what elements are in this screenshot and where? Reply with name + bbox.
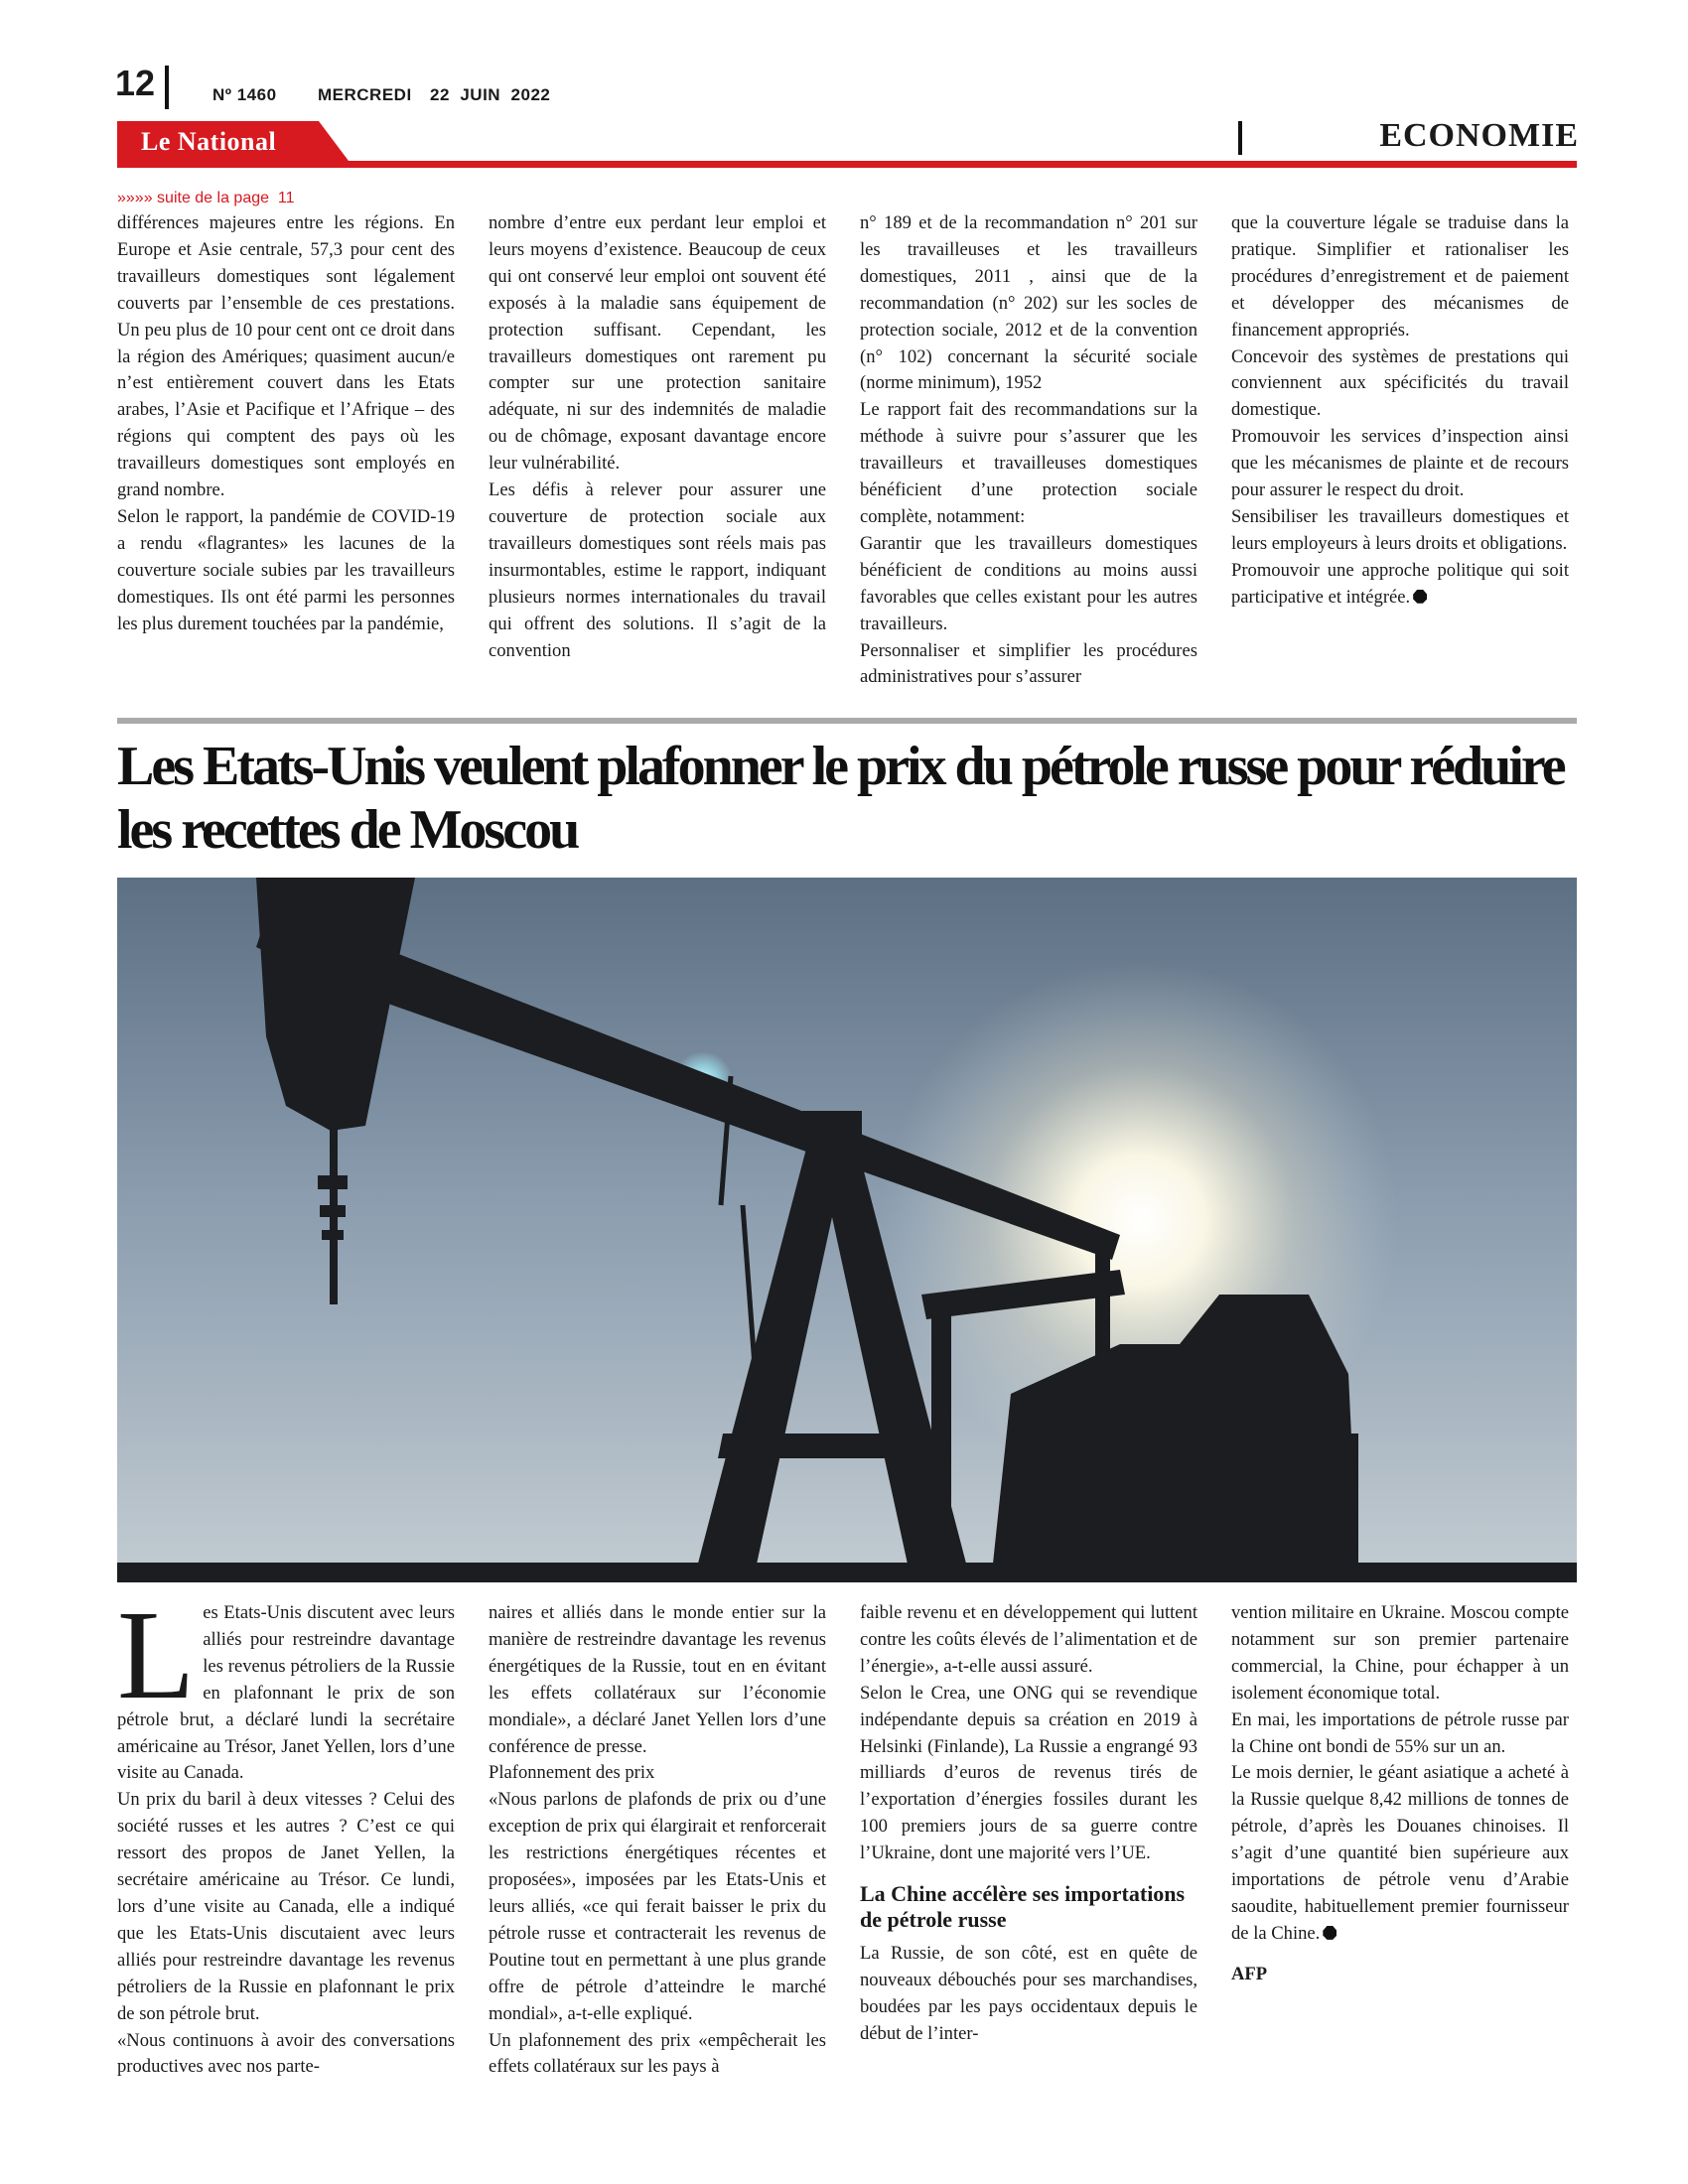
paragraph: n° 189 et de la recommandation n° 201 sur les travailleuses et les travailleurs domestiques, 2011 , ainsi que de la recommandation (n° 202) sur les socles de protection sociale, 2012 et de la convention (n° 102) concernant la sécurité sociale (norme minimum), 1952 [860,212,1197,394]
continued-column-3 [860,210,1197,691]
paragraph: Personnaliser et simplifier les procédures administratives pour s’assurer [860,639,1197,688]
page-number-divider [165,66,169,109]
paragraph: Les défis à relever pour assurer une couverture de protection sociale aux travailleurs domestiques sont réels mais pas insurmontables, estime le rapport, indiquant plusieurs normes internationales du travail qui offrent des solutions. Il s’agit de la convention [489,479,826,661]
article-subheading: La Chine accélère ses importations de pétrole russe [860,1881,1186,1933]
page-number: 12 [115,63,156,103]
paragraph: Selon le Crea, une ONG qui se revendique indépendante depuis sa création en 2019 à Helsinki (Finlande), La Russie a engrangé 93 milliards d’euros de revenus tirés de l’exportation d’énergies fossiles durant les 100 premiers jours de sa guerre contre l’Ukraine, dont une majorité vers l’UE. [860,1682,1197,1864]
paragraph: Concevoir des systèmes de prestations qui conviennent aux spécificités du travail domestique. [1231,345,1569,421]
paragraph: Selon le rapport, la pandémie de COVID-19 a rendu «flagrantes» les lacunes de la couverture sociale subies par les travailleurs domestiques. Ils ont été parmi les personnes les plus durement touchées par la pandémie, [117,505,455,634]
paragraph: différences majeures entre les régions. En Europe et Asie centrale, 57,3 pour cent des travailleurs domestiques sont légalement couverts par l’ensemble de ces prestations. Un peu plus de 10 pour cent ont ce droit dans la région des Amériques; quasiment aucun/e n’est entièrement couvert dans les Etats arabes, l’Asie et Pacifique et l’Afrique – des régions qui comptent des pays où les travailleurs domestiques sont employés en grand nombre. [117,212,455,501]
paragraph: Sensibiliser les travailleurs domestiques et leurs employeurs à leurs droits et obligations. [1231,505,1569,554]
paragraph [117,1584,455,1787]
paragraph: naires et alliés dans le monde entier sur la manière de restreindre davantage les revenus énergétiques de la Russie, tout en en évitant les effets collatéraux sur l’économie mondiale», a déclaré Janet Yellen lors d’une conférence de presse. [489,1602,826,1757]
paragraph: En mai, les importations de pétrole russe par la Chine ont bondi de 55% sur un an. [1231,1708,1569,1757]
paragraph: faible revenu et en développement qui luttent contre les coûts élevés de l’alimentation et de l’énergie», a-t-elle aussi assuré. [860,1602,1197,1677]
paragraph: vention militaire en Ukraine. Moscou compte notamment sur son premier partenaire commercial, la Chine, pour échapper à un isolement économique total. [1231,1602,1569,1704]
section-title: ECONOMIE [1379,117,1579,154]
paragraph: «Nous continuons à avoir des conversations productives avec nos parte- [117,2029,455,2078]
paragraph-text: es Etats-Unis discutent avec leurs alliés pour restreindre davantage les revenus pétroliers de la Russie en plafonnant le prix de son pétrole brut, a déclaré lundi la secrétaire américaine au Trésor, Janet Yellen, lors d’une visite au Canada. [117,1602,455,1784]
issue-number: Nº 1460 [212,85,277,104]
continued-column-4 [1231,210,1569,612]
end-of-article-icon [1323,1926,1336,1940]
paragraph [1231,558,1569,612]
paragraph: Plafonnement des prix [489,1762,655,1784]
brand-logo-text: Le National [141,127,277,156]
paragraph: «Nous parlons de plafonds de prix ou d’une exception de prix qui élargirait et renforcerait les restrictions énergétiques récentes et proposées», imposées par les Etats-Unis et leurs alliés, «ce qui ferait baisser le prix du pétrole russe et contracterait les revenus de Poutine tout en permettant à une plus grande offre de pétrole d’atteindre le marché mondial», a-t-elle expliqué. [489,1789,826,2024]
paragraph: nombre d’entre eux perdant leur emploi et leurs moyens d’existence. Beaucoup de ceux qui ont conservé leur emploi ont souvent été exposés à la maladie sans équipement de protection suffisant. Cependant, les travailleurs domestiques ont rarement pu compter sur une protection sanitaire adéquate, ni sur des indemnités de maladie ou de chômage, exposant davantage encore leur vulnérabilité. [489,212,826,475]
article-divider [117,718,1577,724]
paragraph: Un plafonnement des prix «empêcherait les effets collatéraux sur les pays à [489,2029,826,2078]
paragraph: La Russie, de son côté, est en quête de nouveaux débouchés pour ses marchandises, boudées par les pays occidentaux depuis le début de l’inter- [860,1943,1197,2044]
paragraph: Promouvoir les services d’inspection ainsi que les mécanismes de plainte et de recours pour assurer le respect du droit. [1231,426,1569,501]
paragraph-text: Promouvoir une approche politique qui soit participative et intégrée. [1231,559,1569,608]
article-column-1 [117,1584,455,2081]
paragraph: Le rapport fait des recommandations sur la méthode à suivre pour s’assurer que les travailleurs et travailleuses domestiques bénéficient d’une protection sociale complète, notamment: [860,399,1197,527]
end-of-article-icon [1413,590,1427,604]
paragraph: Garantir que les travailleurs domestiques bénéficient de conditions au moins aussi favorables que celles existant pour les autres travailleurs. [860,532,1197,634]
oil-pumpjack-photo [117,878,1577,1582]
article-column-2 [489,1600,826,2081]
drop-cap: L [117,1584,196,1725]
publication-date: 22 JUIN 2022 [430,85,551,104]
header-rule [117,161,1577,168]
byline: AFP [1231,1963,1268,1984]
paragraph-text: Le mois dernier, le géant asiatique a acheté à la Russie quelque 8,42 millions de tonnes de pétrole, d’après les Douanes chinoises. Il s’agit d’une quantité bien supérieure aux importations de pétrole venu d’Arabie saoudite, habituellement premier fournisseur de la Chine. [1231,1762,1569,1944]
continued-column-1 [117,210,455,638]
paragraph: que la couverture légale se traduise dans la pratique. Simplifier et rationaliser les procédures d’enregistrement et de paiement et développer des mécanismes de financement appropriés. [1231,212,1569,341]
paragraph [1231,1760,1569,1947]
article-column-4 [1231,1600,1569,1988]
paragraph: Un prix du baril à deux vitesses ? Celui des société russes et les autres ? C’est ce qui ressort des propos de Janet Yellen, la secrétaire américaine au Trésor. Ce lundi, lors d’une visite au Canada, elle a indiqué que les Etats-Unis discutaient avec leurs alliés pour restreindre davantage les revenus pétroliers de la Russie en plafonnant le prix de son pétrole brut. [117,1789,455,2024]
publication-weekday: MERCREDI [318,85,412,104]
continuation-note: »»»» suite de la page 11 [117,190,295,206]
continued-column-2 [489,210,826,664]
article-headline: Les Etats-Unis veulent plafonner le prix du pétrole russe pour réduire les recettes de Moscou [117,736,1564,861]
section-divider [1238,121,1242,155]
article-column-3 [860,1600,1197,2048]
